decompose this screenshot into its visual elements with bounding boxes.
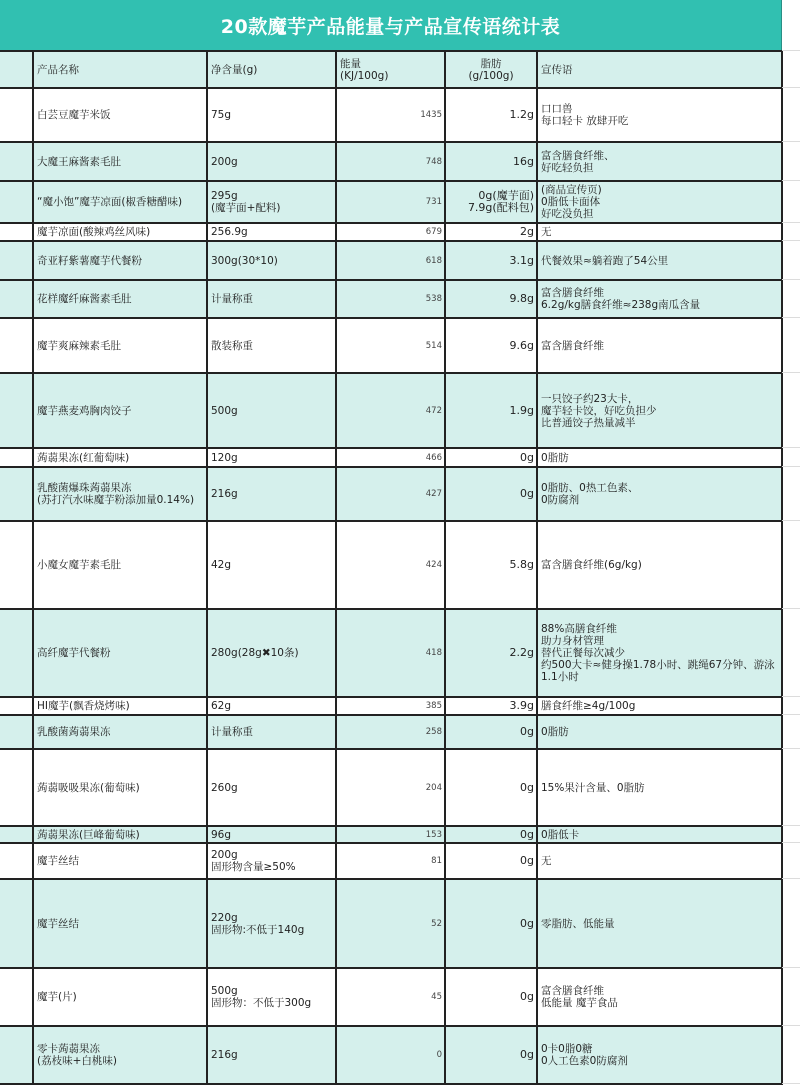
- fat-cell[interactable]: 0g: [445, 968, 537, 1026]
- gridline: [782, 748, 800, 749]
- slogan-cell[interactable]: 15%果汁含量、0脂肪: [537, 749, 782, 826]
- net-content-cell[interactable]: 295g (魔芋面+配料): [207, 181, 336, 223]
- slogan-cell[interactable]: (商品宣传页) 0脂低卡面体 好吃没负担: [537, 181, 782, 223]
- table-row: [0, 373, 782, 448]
- row-index-cell[interactable]: [0, 1026, 33, 1084]
- gridline: [782, 447, 800, 448]
- energy-cell[interactable]: 427: [336, 467, 445, 521]
- table-row: [0, 280, 782, 318]
- energy-cell[interactable]: 466: [336, 448, 445, 467]
- product-name-cell[interactable]: 零卡蒟蒻果冻 (荔枝味+白桃味): [33, 1026, 207, 1084]
- gridline: [782, 714, 800, 715]
- header-fat[interactable]: 脂肪 (g/100g): [445, 51, 537, 88]
- row-index-cell[interactable]: [0, 142, 33, 181]
- row-index-cell[interactable]: [0, 373, 33, 448]
- fat-cell[interactable]: 0g: [445, 843, 537, 879]
- net-content-cell[interactable]: 300g(30*10): [207, 241, 336, 280]
- energy-cell[interactable]: 679: [336, 223, 445, 241]
- product-name-cell[interactable]: 大魔王麻酱素毛肚: [33, 142, 207, 181]
- fat-cell[interactable]: 0g: [445, 879, 537, 968]
- product-name-cell[interactable]: 花样魔纤麻酱素毛肚: [33, 280, 207, 318]
- table-row: [0, 697, 782, 715]
- gridline: [782, 967, 800, 968]
- net-content-cell[interactable]: 260g: [207, 749, 336, 826]
- fat-cell[interactable]: 0g: [445, 1026, 537, 1084]
- table-row: [0, 223, 782, 241]
- product-name-cell[interactable]: 乳酸菌蒟蒻果冻: [33, 715, 207, 749]
- net-content-cell[interactable]: 500g: [207, 373, 336, 448]
- product-name-cell[interactable]: 魔芋丝结: [33, 843, 207, 879]
- gridline: [782, 240, 800, 241]
- row-index-cell[interactable]: [0, 448, 33, 467]
- fat-cell[interactable]: 1.9g: [445, 373, 537, 448]
- slogan-cell[interactable]: 0脂肪: [537, 715, 782, 749]
- row-index-cell[interactable]: [0, 879, 33, 968]
- table-row: [0, 88, 782, 142]
- row-index-cell[interactable]: [0, 749, 33, 826]
- header-name[interactable]: 产品名称: [33, 51, 207, 88]
- gridline: [782, 608, 800, 609]
- slogan-cell[interactable]: 代餐效果≈躺着跑了54公里: [537, 241, 782, 280]
- row-index-cell[interactable]: [0, 521, 33, 609]
- table-row: [0, 521, 782, 609]
- row-index-cell[interactable]: [0, 467, 33, 521]
- slogan-cell[interactable]: 膳食纤维≥4g/100g: [537, 697, 782, 715]
- table-row: [0, 142, 782, 181]
- net-content-cell[interactable]: 96g: [207, 826, 336, 843]
- slogan-cell[interactable]: 无: [537, 843, 782, 879]
- net-content-cell[interactable]: 256.9g: [207, 223, 336, 241]
- table-row: [0, 181, 782, 223]
- table-row: [0, 715, 782, 749]
- row-index-cell[interactable]: [0, 223, 33, 241]
- fat-cell[interactable]: 0g: [445, 715, 537, 749]
- gridline: [782, 466, 800, 467]
- slogan-cell[interactable]: 0脂肪、0热工色素、 0防腐剂: [537, 467, 782, 521]
- slogan-cell[interactable]: 零脂肪、低能量: [537, 879, 782, 968]
- energy-cell[interactable]: 514: [336, 318, 445, 373]
- energy-cell[interactable]: 618: [336, 241, 445, 280]
- net-content-cell[interactable]: 500g 固形物：不低于300g: [207, 968, 336, 1026]
- net-content-cell[interactable]: 200g: [207, 142, 336, 181]
- energy-cell[interactable]: 81: [336, 843, 445, 879]
- header-row: [0, 51, 782, 88]
- energy-cell[interactable]: 748: [336, 142, 445, 181]
- fat-cell[interactable]: 9.8g: [445, 280, 537, 318]
- gridline: [782, 696, 800, 697]
- slogan-cell[interactable]: 富含膳食纤维、 好吃轻负担: [537, 142, 782, 181]
- row-index-cell[interactable]: [0, 318, 33, 373]
- row-index-cell[interactable]: [0, 697, 33, 715]
- gridline: [782, 50, 800, 51]
- net-content-cell[interactable]: 散装称重: [207, 318, 336, 373]
- fat-cell[interactable]: 3.1g: [445, 241, 537, 280]
- energy-cell[interactable]: 45: [336, 968, 445, 1026]
- slogan-cell[interactable]: 0卡0脂0糖 0人工色素0防腐剂: [537, 1026, 782, 1084]
- net-content-cell[interactable]: 216g: [207, 1026, 336, 1084]
- energy-cell[interactable]: 472: [336, 373, 445, 448]
- fat-cell[interactable]: 2.2g: [445, 609, 537, 697]
- fat-cell[interactable]: 16g: [445, 142, 537, 181]
- row-index-cell[interactable]: [0, 609, 33, 697]
- table-row: [0, 1026, 782, 1084]
- fat-cell[interactable]: 0g(魔芋面) 7.9g(配料包): [445, 181, 537, 223]
- table-title-bar[interactable]: [0, 0, 782, 51]
- product-name-cell[interactable]: 魔芋爽麻辣素毛肚: [33, 318, 207, 373]
- fat-cell[interactable]: 0g: [445, 467, 537, 521]
- energy-cell[interactable]: 418: [336, 609, 445, 697]
- net-content-cell[interactable]: 220g 固形物:不低于140g: [207, 879, 336, 968]
- product-name-cell[interactable]: 蒟蒻果冻(红葡萄味): [33, 448, 207, 467]
- fat-cell[interactable]: 0g: [445, 749, 537, 826]
- gridline: [782, 279, 800, 280]
- fat-cell[interactable]: 1.2g: [445, 88, 537, 142]
- fat-cell[interactable]: 3.9g: [445, 697, 537, 715]
- table-title: 20款魔芋产品能量与产品宣传语统计表: [220, 15, 561, 38]
- energy-cell[interactable]: 258: [336, 715, 445, 749]
- fat-cell[interactable]: 0g: [445, 448, 537, 467]
- row-index-cell[interactable]: [0, 843, 33, 879]
- energy-cell[interactable]: 731: [336, 181, 445, 223]
- gridline: [782, 878, 800, 879]
- product-name-cell[interactable]: 蒟蒻果冻(巨峰葡萄味): [33, 826, 207, 843]
- table-row: [0, 609, 782, 697]
- slogan-cell[interactable]: 口口兽 每口轻卡 放肆开吃: [537, 88, 782, 142]
- right-gutter: [782, 0, 800, 1082]
- table-row: [0, 448, 782, 467]
- table-row: [0, 241, 782, 280]
- gridline: [782, 1025, 800, 1026]
- product-name-cell[interactable]: HI魔芋(飘香烧烤味): [33, 697, 207, 715]
- row-index-cell[interactable]: [0, 280, 33, 318]
- net-content-cell[interactable]: 120g: [207, 448, 336, 467]
- row-index-cell[interactable]: [0, 715, 33, 749]
- net-content-cell[interactable]: 75g: [207, 88, 336, 142]
- row-index-cell[interactable]: [0, 968, 33, 1026]
- table-row: [0, 318, 782, 373]
- slogan-cell[interactable]: 0脂低卡: [537, 826, 782, 843]
- product-name-cell[interactable]: 魔芋燕麦鸡胸肉饺子: [33, 373, 207, 448]
- slogan-cell[interactable]: 无: [537, 223, 782, 241]
- gridline: [782, 87, 800, 88]
- product-name-cell[interactable]: 魔芋(片): [33, 968, 207, 1026]
- slogan-cell[interactable]: 一只饺子约23大卡， 魔芋轻卡饺，好吃负担少 比普通饺子热量减半: [537, 373, 782, 448]
- slogan-cell[interactable]: 富含膳食纤维: [537, 318, 782, 373]
- energy-cell[interactable]: 204: [336, 749, 445, 826]
- energy-cell[interactable]: 538: [336, 280, 445, 318]
- energy-cell[interactable]: 153: [336, 826, 445, 843]
- net-content-cell[interactable]: 200g 固形物含量≥50%: [207, 843, 336, 879]
- slogan-cell[interactable]: 富含膳食纤维(6g/kg): [537, 521, 782, 609]
- gridline: [782, 825, 800, 826]
- row-index-cell[interactable]: [0, 181, 33, 223]
- table-row: [0, 879, 782, 968]
- energy-cell[interactable]: 1435: [336, 88, 445, 142]
- gridline: [782, 141, 800, 142]
- slogan-cell[interactable]: 0脂肪: [537, 448, 782, 467]
- header-net[interactable]: 净含量(g): [207, 51, 336, 88]
- gridline: [782, 372, 800, 373]
- product-name-cell[interactable]: 魔芋凉面(酸辣鸡丝风味): [33, 223, 207, 241]
- product-table: [0, 50, 783, 1085]
- net-content-cell[interactable]: 42g: [207, 521, 336, 609]
- gridline: [782, 1083, 800, 1084]
- gridline: [782, 180, 800, 181]
- product-name-cell[interactable]: 高纤魔芋代餐粉: [33, 609, 207, 697]
- net-content-cell[interactable]: 216g: [207, 467, 336, 521]
- row-index-cell[interactable]: [0, 51, 33, 88]
- table-row: [0, 826, 782, 843]
- gridline: [782, 520, 800, 521]
- row-index-cell[interactable]: [0, 241, 33, 280]
- product-name-cell[interactable]: 蒟蒻吸吸果冻(葡萄味): [33, 749, 207, 826]
- gridline: [782, 222, 800, 223]
- product-name-cell[interactable]: 乳酸菌爆珠蒟蒻果冻 (苏打汽水味魔芋粉添加量0.14%): [33, 467, 207, 521]
- table-row: [0, 843, 782, 879]
- product-name-cell[interactable]: 小魔女魔芋素毛肚: [33, 521, 207, 609]
- table-row: [0, 968, 782, 1026]
- slogan-cell[interactable]: 富含膳食纤维 低能量 魔芋食品: [537, 968, 782, 1026]
- energy-cell[interactable]: 0: [336, 1026, 445, 1084]
- net-content-cell[interactable]: 280g(28g✖10条): [207, 609, 336, 697]
- product-name-cell[interactable]: 奇亚籽紫薯魔芋代餐粉: [33, 241, 207, 280]
- product-name-cell[interactable]: “魔小饱”魔芋凉面(椒香糖醋味): [33, 181, 207, 223]
- fat-cell[interactable]: 9.6g: [445, 318, 537, 373]
- fat-cell[interactable]: 0g: [445, 826, 537, 843]
- slogan-cell[interactable]: 88%高膳食纤维 助力身材管理 替代正餐每次减少 约500大卡≈健身操1.78小时、跳绳67分钟、游泳1.1小时: [537, 609, 782, 697]
- energy-cell[interactable]: 52: [336, 879, 445, 968]
- net-content-cell[interactable]: 62g: [207, 697, 336, 715]
- slogan-cell[interactable]: 富含膳食纤维 6.2g/kg膳食纤维≈238g南瓜含量: [537, 280, 782, 318]
- row-index-cell[interactable]: [0, 88, 33, 142]
- header-slogan[interactable]: 宣传语: [537, 51, 782, 88]
- net-content-cell[interactable]: 计量称重: [207, 280, 336, 318]
- gridline: [782, 317, 800, 318]
- product-name-cell[interactable]: 白芸豆魔芋米饭: [33, 88, 207, 142]
- gridline: [782, 842, 800, 843]
- table-row: [0, 467, 782, 521]
- energy-cell[interactable]: 424: [336, 521, 445, 609]
- product-name-cell[interactable]: 魔芋丝结: [33, 879, 207, 968]
- row-index-cell[interactable]: [0, 826, 33, 843]
- fat-cell[interactable]: 2g: [445, 223, 537, 241]
- header-energy[interactable]: 能量 (KJ/100g): [336, 51, 445, 88]
- table-row: [0, 749, 782, 826]
- net-content-cell[interactable]: 计量称重: [207, 715, 336, 749]
- fat-cell[interactable]: 5.8g: [445, 521, 537, 609]
- energy-cell[interactable]: 385: [336, 697, 445, 715]
